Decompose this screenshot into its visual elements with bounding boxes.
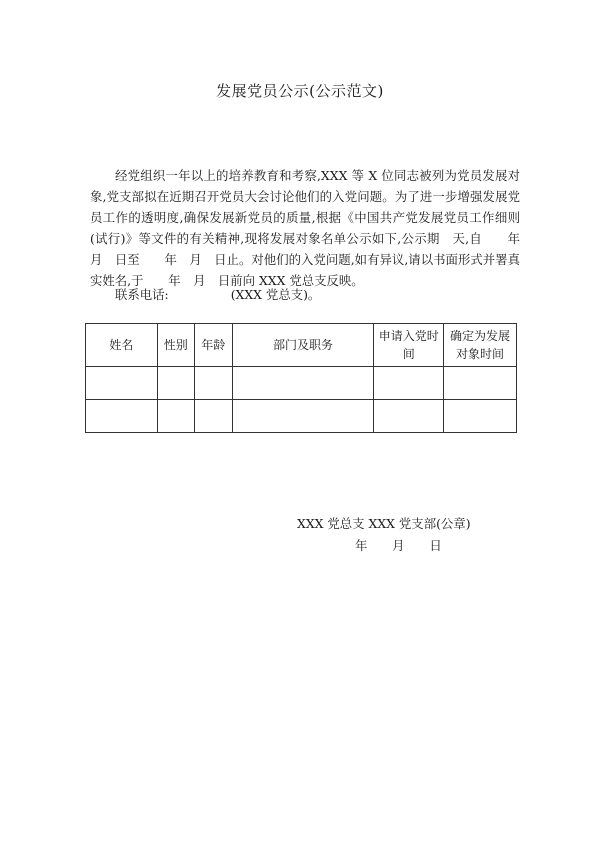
- table-cell: [374, 367, 444, 400]
- table-cell: [444, 367, 517, 400]
- table-cell: [232, 400, 374, 433]
- header-age: 年龄: [194, 324, 232, 367]
- date-line: 年 月 日: [355, 538, 442, 553]
- table-cell: [194, 400, 232, 433]
- notice-paragraph: 经党组织一年以上的培养教育和考察,XXX 等 X 位同志被列为党员发展对象,党支部拟在近期召开党员大会讨论他们的入党问题。为了进一步增强发展党员工作的透明度,确保发展新党员的质量,根据《中国共产党发展党员工作细则(试行)》等文件的有关精神,现将发展对象名单公示如下,公示期 天,自 年 月 日至 年 月 日止。对他们的入党问题,如有异议,请以书面形式并署真实姓名,于 年 月 日前向 XXX 党总支反映。: [90, 168, 545, 288]
- table-cell: [86, 367, 158, 400]
- document-title: 发展党员公示(公示范文): [216, 82, 384, 100]
- header-name: 姓名: [86, 324, 158, 367]
- table-cell: [444, 400, 517, 433]
- table-cell: [157, 400, 194, 433]
- table-cell: [157, 367, 194, 400]
- table-cell: [232, 367, 374, 400]
- table-cell: [194, 367, 232, 400]
- header-candidate-date: 确定为发展对象时间: [444, 324, 517, 367]
- header-application-date: 申请入党时间: [374, 324, 444, 367]
- signature-line: XXX 党总支 XXX 党支部(公章): [297, 516, 471, 531]
- candidate-table: [85, 323, 517, 433]
- table-row: [86, 400, 517, 433]
- table-cell: [86, 400, 158, 433]
- header-department-position: 部门及职务: [232, 324, 374, 367]
- table-header-row: [86, 324, 517, 367]
- table-cell: [374, 400, 444, 433]
- table-row: [86, 367, 517, 400]
- contact-phone-line: 联系电话: (XXX 党总支)。: [115, 287, 321, 302]
- header-gender: 性别: [157, 324, 194, 367]
- notice-body: [90, 165, 545, 291]
